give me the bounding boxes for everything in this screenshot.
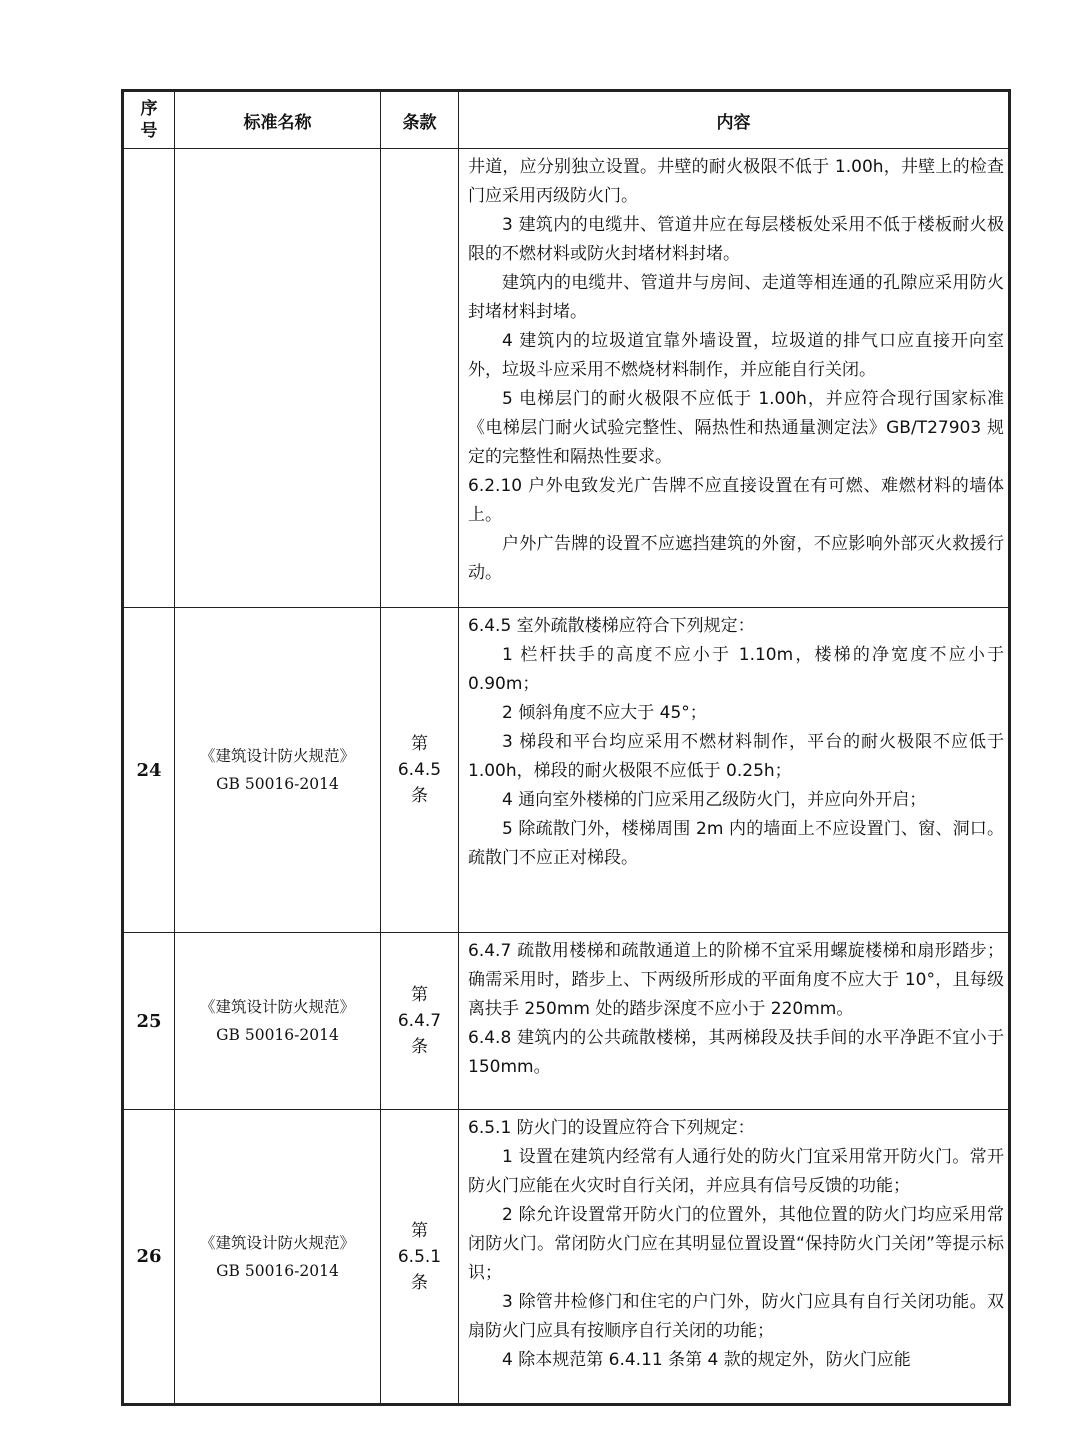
content-para: 4 通向室外楼梯的门应采用乙级防火门，并应向外开启；: [502, 790, 927, 810]
row-content: [459, 933, 1010, 1110]
header-seq: [123, 91, 175, 149]
clause-suffix: 条: [411, 1272, 428, 1293]
content-para: 3 建筑内的电缆井、管道井应在每层楼板处采用不低于楼板耐火极限的不燃材料或防火封堵材料封堵。: [468, 215, 1004, 264]
header-standard: 标准名称: [175, 91, 381, 149]
table-row: [123, 933, 1010, 1110]
content-para: 6.4.7 疏散用楼梯和疏散通道上的阶梯不宜采用螺旋楼梯和扇形踏步；确需采用时，踏步上、下两级所形成的平面角度不应大于 10°，且每级离扶手 250mm 处的踏步深度不应小于 220mm。: [468, 941, 1004, 1019]
content-para: 4 建筑内的垃圾道宜靠外墙设置，垃圾道的排气口应直接开向室外，垃圾斗应采用不燃烧材料制作，并应能自行关闭。: [468, 331, 1004, 380]
content-para: 3 梯段和平台均应采用不燃材料制作，平台的耐火极限不应低于 1.00h，梯段的耐火极限不应低于 0.25h；: [468, 732, 1004, 781]
content-para: 3 除管井检修门和住宅的户门外，防火门应具有自行关闭功能。双扇防火门应具有按顺序自行关闭的功能；: [468, 1292, 1004, 1341]
content-para: 2 除允许设置常开防火门的位置外，其他位置的防火门均应采用常闭防火门。常闭防火门应在其明显位置设置“保持防火门关闭”等提示标识；: [468, 1205, 1004, 1283]
row-clause: [381, 608, 459, 933]
content-para: 6.5.1 防火门的设置应符合下列规定：: [468, 1118, 755, 1138]
row-standard: [175, 933, 381, 1110]
standard-code: GB 50016-2014: [216, 775, 339, 793]
header-seq-line2: 号: [140, 121, 158, 141]
content-para: 1 设置在建筑内经常有人通行处的防火门宜采用常开防火门。常开防火门应能在火灾时自行关闭，并应具有信号反馈的功能；: [468, 1147, 1004, 1196]
content-para: 户外广告牌的设置不应遮挡建筑的外窗，不应影响外部灭火救援行动。: [468, 534, 1004, 583]
content-para: 1 栏杆扶手的高度不应小于 1.10m，楼梯的净宽度不应小于 0.90m；: [468, 645, 1004, 694]
row-content: [459, 608, 1010, 933]
fire-code-table: [121, 89, 1011, 1406]
standard-title: 《建筑设计防火规范》: [199, 998, 355, 1016]
header-content: 内容: [459, 91, 1010, 149]
content-para: 4 除本规范第 6.4.11 条第 4 款的规定外，防火门应能: [502, 1350, 911, 1370]
content-para: 建筑内的电缆井、管道井与房间、走道等相连通的孔隙应采用防火封堵材料封堵。: [468, 273, 1004, 322]
row-content: [459, 1110, 1010, 1405]
row-seq: [123, 149, 175, 608]
row-standard: [175, 608, 381, 933]
standard-code: GB 50016-2014: [216, 1026, 339, 1044]
content-para: 6.4.5 室外疏散楼梯应符合下列规定：: [468, 616, 755, 636]
row-clause: [381, 933, 459, 1110]
content-para: 6.2.10 户外电致发光广告牌不应直接设置在有可燃、难燃材料的墙体上。: [468, 476, 1004, 525]
clause-prefix: 第: [411, 1220, 428, 1241]
row-clause: [381, 1110, 459, 1405]
clause-suffix: 条: [411, 1037, 428, 1057]
clause-number: 6.4.5: [397, 760, 442, 780]
row-seq: 24: [123, 608, 175, 933]
standard-title: 《建筑设计防火规范》: [199, 747, 355, 765]
row-clause: [381, 149, 459, 608]
standard-title: 《建筑设计防火规范》: [199, 1233, 355, 1252]
content-para: 井道，应分别独立设置。井壁的耐火极限不低于 1.00h，井壁上的检查门应采用丙级防火门。: [468, 157, 1004, 206]
clause-prefix: 第: [411, 985, 428, 1005]
content-para: 2 倾斜角度不应大于 45°；: [502, 703, 707, 723]
table-row: [123, 1110, 1010, 1405]
row-standard: [175, 1110, 381, 1405]
header-row: [123, 91, 1010, 149]
row-seq: 25: [123, 933, 175, 1110]
header-seq-line1: 序: [140, 99, 158, 119]
content-para: 5 电梯层门的耐火极限不应低于 1.00h，并应符合现行国家标准《电梯层门耐火试验完整性、隔热性和热通量测定法》GB/T27903 规定的完整性和隔热性要求。: [468, 389, 1004, 467]
row-content: [459, 149, 1010, 608]
row-standard: [175, 149, 381, 608]
clause-prefix: 第: [411, 734, 428, 754]
table-row: [123, 608, 1010, 933]
clause-suffix: 条: [411, 786, 428, 806]
content-para: 6.4.8 建筑内的公共疏散楼梯，其两梯段及扶手间的水平净距不宜小于 150mm。: [468, 1028, 1004, 1077]
table-row: [123, 149, 1010, 608]
content-para: 5 除疏散门外，楼梯周围 2m 内的墙面上不应设置门、窗、洞口。疏散门不应正对梯段。: [468, 819, 1004, 868]
header-clause: 条款: [381, 91, 459, 149]
standard-code: GB 50016-2014: [216, 1261, 339, 1280]
row-seq: 26: [123, 1110, 175, 1405]
clause-number: 6.4.7: [397, 1011, 442, 1031]
clause-number: 6.5.1: [397, 1246, 442, 1267]
